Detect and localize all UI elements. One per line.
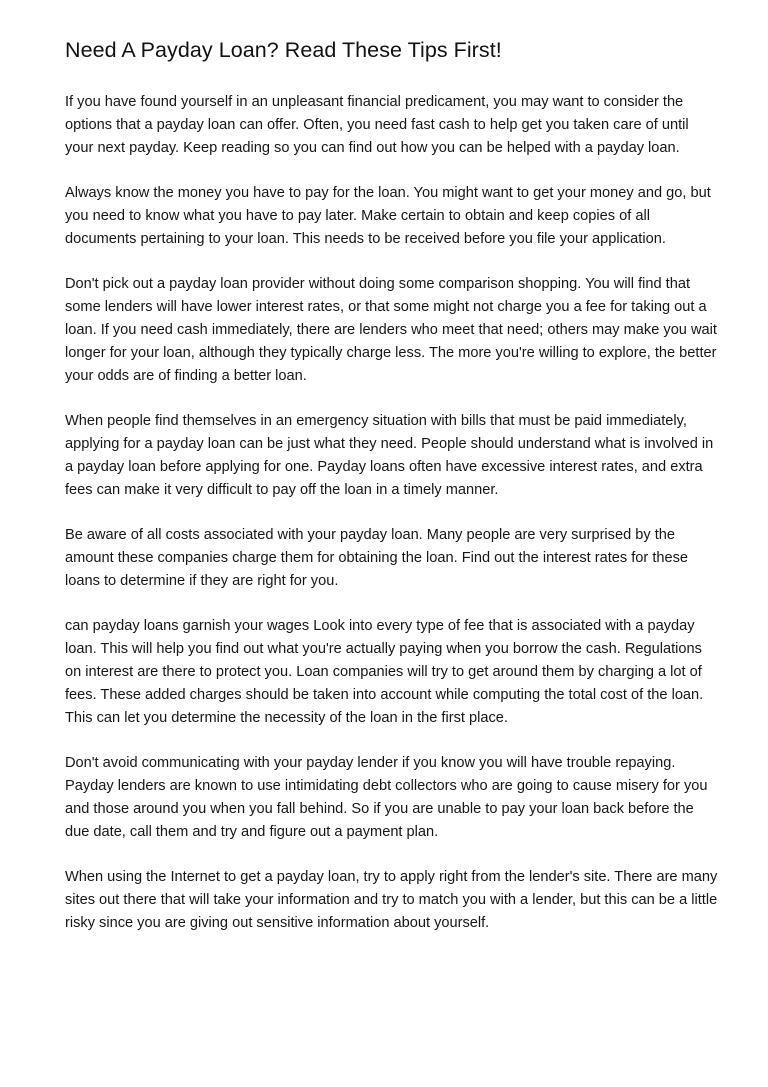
paragraph-costs: Be aware of all costs associated with your payday loan. Many people are very surprised by the amount these companies charge them for obtaining the loan. Find out the interest rates for these loans to determine if they are right for you.	[65, 527, 689, 589]
paragraph-know-cost: Always know the money you have to pay for the loan. You might want to get your money and go, but you need to know what you have to pay later. Make certain to obtain and keep copies of all documents pertaining to your loan. This needs to be received before you file your application.	[65, 185, 711, 247]
paragraph-emergency: When people find themselves in an emergency situation with bills that must be paid immediately, applying for a payday loan can be just what they need. People should understand what is involved in a payday loan before applying for one. Payday loans often have excessive interest rates, and extra fees can make it very difficult to pay off the loan in a timely manner.	[65, 413, 714, 498]
paragraph-intro: If you have found yourself in an unpleasant financial predicament, you may want to consider the options that a payday loan can offer. Often, you need fast cash to help get you taken care of until your next payday. Keep reading so you can find out how you can be helped with a payday loan.	[65, 94, 689, 156]
paragraph-internet: When using the Internet to get a payday loan, try to apply right from the lender's site. There are many sites out there that will take your information and try to match you with a lender, but this can be a little risky since you are giving out sensitive information about yourself.	[65, 869, 718, 931]
page-title: Need A Payday Loan? Read These Tips First!	[65, 38, 502, 62]
paragraph-fees: can payday loans garnish your wages Look into every type of fee that is associated with a payday loan. This will help you find out what you're actually paying when you borrow the cash. Regulations on interest are there to protect you. Loan companies will try to get around them by charging a lot of fees. These added charges should be taken into account while computing the total cost of the loan. This can let you determine the necessity of the loan in the first place.	[65, 618, 704, 726]
paragraph-comparison-shopping: Don't pick out a payday loan provider without doing some comparison shopping. You will find that some lenders will have lower interest rates, or that some might not charge you a fee for taking out a loan. If you need cash immediately, there are lenders who meet that need; others may make you wait longer for your loan, although they typically charge less. The more you're willing to explore, the better your odds are of finding a better loan.	[65, 276, 717, 384]
paragraph-communicate: Don't avoid communicating with your payday lender if you know you will have trouble repaying. Payday lenders are known to use intimidating debt collectors who are going to cause misery for you and those around you when you fall behind. So if you are unable to pay your loan back before the due date, call them and try and figure out a payment plan.	[65, 755, 708, 840]
